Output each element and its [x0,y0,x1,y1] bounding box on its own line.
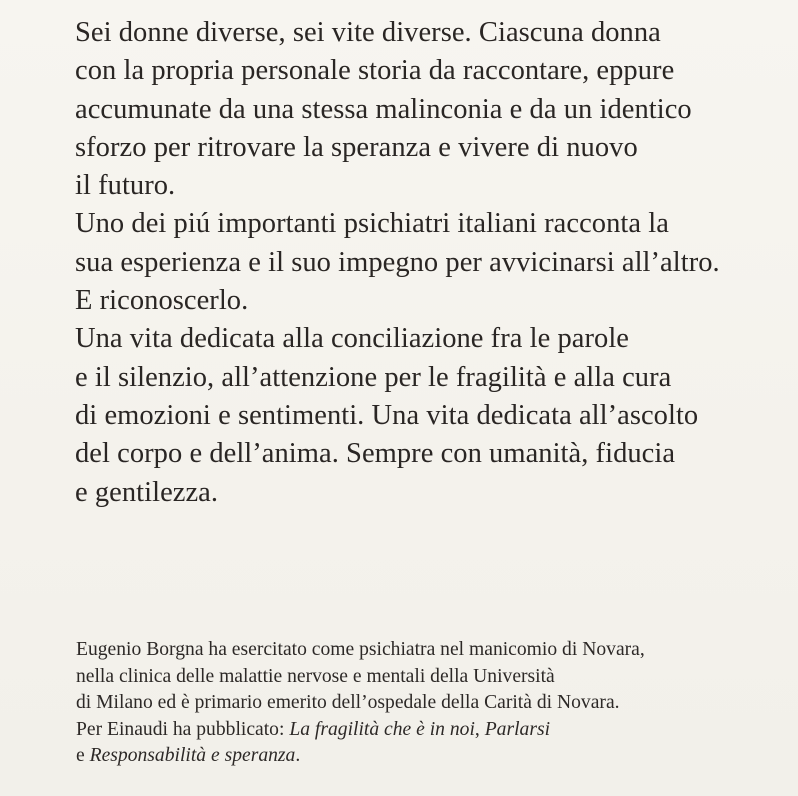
bio-line: nella clinica delle malattie nervose e mentali della Università [76,665,555,687]
blurb-line: sforzo per ritrovare la speranza e vivere di nuovo [75,131,638,163]
blurb-line: e il silenzio, all’attenzione per le fragilità e alla cura [75,361,672,393]
bio-line: Eugenio Borgna ha esercitato come psichiatra nel manicomio di Novara, [76,639,645,660]
blurb-text [75,14,785,512]
blurb-line: con la propria personale storia da raccontare, eppure [75,55,675,87]
blurb-line: e gentilezza. [75,476,219,508]
book-title: Parlarsi [484,718,551,740]
blurb-line: sua esperienza e il suo impegno per avvicinarsi all’altro. [75,246,720,278]
blurb-line: accumunate da una stessa malinconia e da un identico [75,93,692,125]
author-bio [76,637,776,770]
book-title: La fragilità che è in noi [289,718,475,740]
blurb-line: Una vita dedicata alla conciliazione fra le parole [75,323,629,355]
blurb-line: il futuro. [75,170,176,202]
blurb-line: Sei donne diverse, sei vite diverse. Ciascuna donna [75,17,661,48]
publications-intro: Per Einaudi ha pubblicato: [76,718,290,740]
conjunction: e [76,745,90,767]
bio-publications-line [76,743,776,770]
blurb-line: E riconoscerlo. [75,285,249,317]
book-title: Responsabilità e speranza [89,745,296,767]
blurb-line: del corpo e dell’anima. Sempre con umanità, fiducia [75,438,676,470]
separator: , [474,718,485,740]
blurb-line: di emozioni e sentimenti. Una vita dedicata all’ascolto [75,399,699,431]
period: . [295,745,301,767]
blurb-line: Uno dei piú importanti psichiatri italiani racconta la [75,208,669,240]
bio-line: di Milano ed è primario emerito dell’ospedale della Carità di Novara. [76,692,620,714]
bio-publications-line [76,717,776,744]
